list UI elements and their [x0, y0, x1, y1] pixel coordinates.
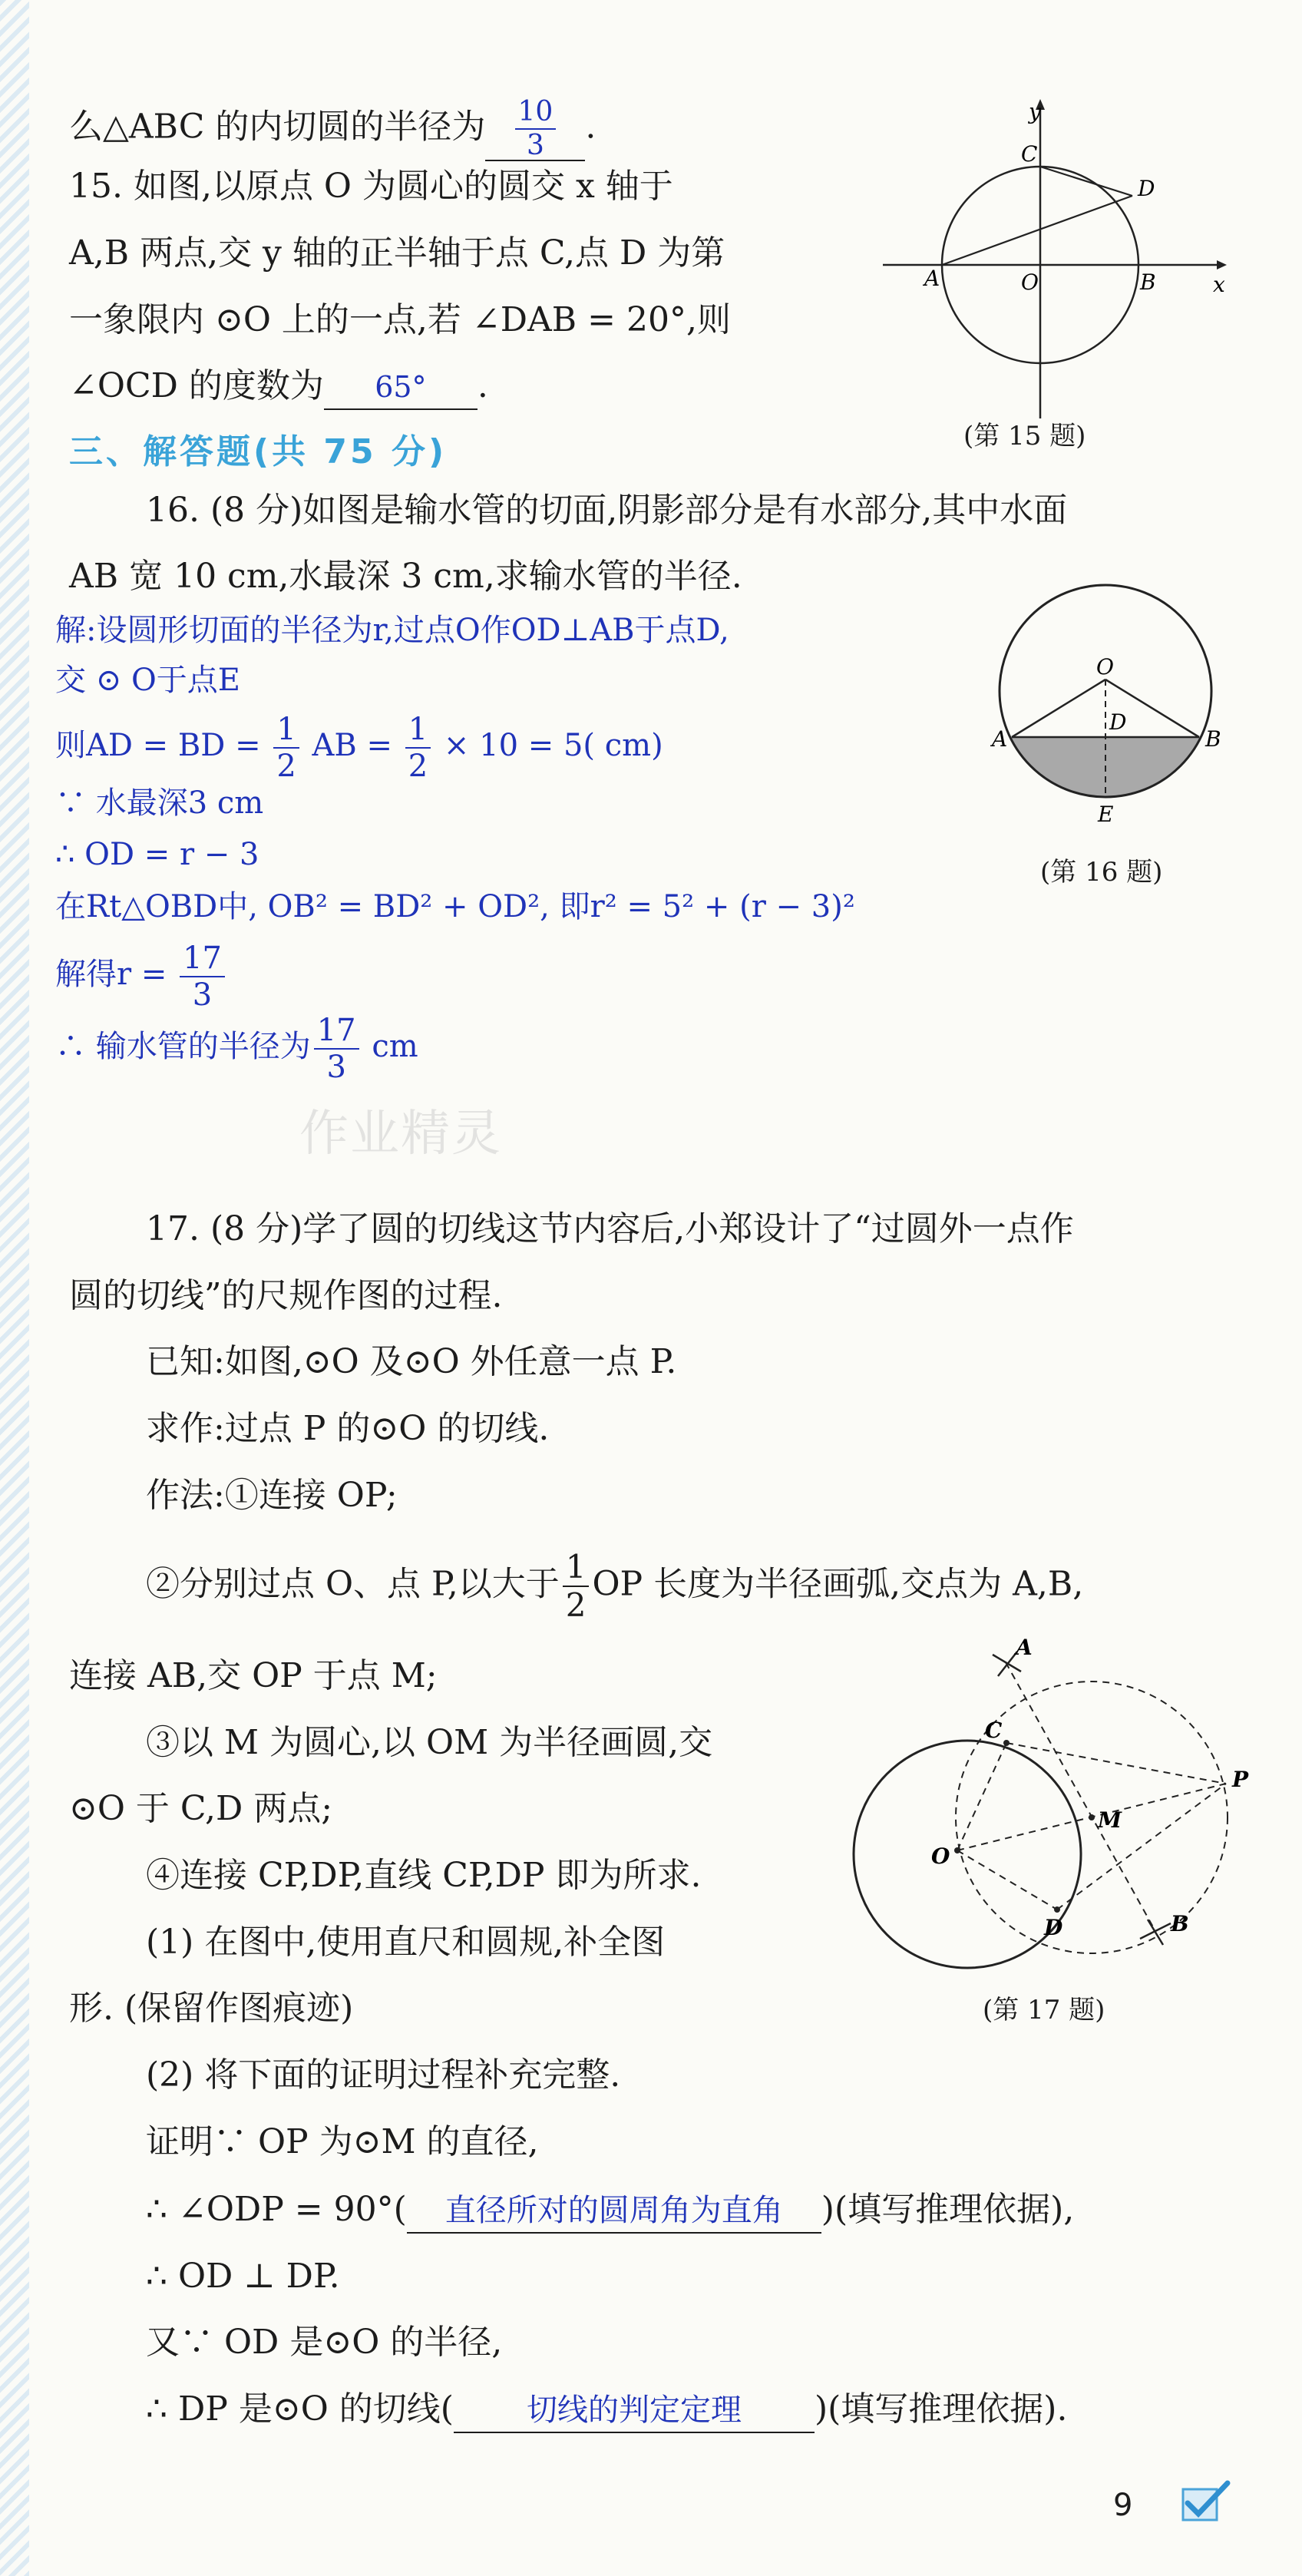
label-c: C	[1021, 141, 1038, 167]
label-y: y	[1029, 99, 1041, 124]
q17-line13: (2) 将下面的证明过程补充完整.	[146, 2055, 621, 2095]
watermark: 作业精灵	[299, 1106, 502, 1162]
segment-oa	[1012, 680, 1105, 737]
q17-caption: (第 17 题)	[983, 1995, 1105, 2025]
q17-answer-2: 切线的判定定理	[454, 2389, 815, 2433]
label-b: B	[1140, 270, 1156, 295]
q17-line16: ∴ OD ⊥ DP.	[146, 2257, 340, 2296]
checkmark-icon	[1178, 2478, 1232, 2525]
section-3-heading: 三、解答题(共 75 分)	[69, 432, 448, 471]
q16-sol-l5: ∴ OD = r − 3	[55, 837, 259, 872]
line-ab	[1006, 1662, 1155, 1931]
arc-mark-b	[1140, 1920, 1171, 1945]
label-d: D	[1044, 1915, 1063, 1940]
q17-line2: 圆的切线”的尺规作图的过程.	[69, 1276, 503, 1315]
label-o: O	[931, 1844, 950, 1869]
q16-sol-l1: 解:设圆形切面的半径为r,过点O作OD⊥AB于点D,	[55, 613, 729, 648]
label-c: C	[985, 1718, 1003, 1743]
q17-line17: 又∵ OD 是⊙O 的半径,	[146, 2323, 503, 2362]
q17-line12: 形. (保留作图痕迹)	[69, 1989, 354, 2028]
x-axis-arrow	[1217, 260, 1227, 270]
q16-figure	[990, 584, 1251, 829]
point-o	[954, 1847, 960, 1853]
label-a: A	[924, 266, 940, 291]
segment-oc	[957, 1743, 1006, 1850]
q17-line18: ∴ DP 是⊙O 的切线( 切线的判定定理 )(填写推理依据).	[146, 2388, 1067, 2433]
segment-od	[957, 1850, 1057, 1910]
label-a: A	[1016, 1635, 1033, 1660]
line-cp	[1006, 1743, 1226, 1784]
label-d: D	[1138, 176, 1155, 201]
q16-sol-l3: 则AD = BD = $\frac{1}{2}$ AB = $\frac{1}{2}$ × 10 = 5( cm)	[55, 712, 663, 784]
q15-line4: ∠OCD 的度数为 65° .	[69, 365, 488, 410]
page-edge-decoration	[0, 0, 29, 2576]
q17-answer-1: 直径所对的圆周角为直角	[407, 2189, 821, 2234]
q15-line2: A,B 两点,交 y 轴的正半轴于点 C,点 D 为第	[69, 233, 725, 273]
label-d: D	[1109, 709, 1127, 735]
q17-line14: 证明∵ OP 为⊙M 的直径,	[146, 2122, 539, 2161]
label-o: O	[1096, 654, 1114, 680]
q14-tail: 么△ABC 的内切圆的半径为 $\frac{10}{3}$ .	[69, 96, 596, 161]
q17-line1: 17. (8 分)学了圆的切线这节内容后,小郑设计了“过圆外一点作	[146, 1209, 1074, 1248]
q16-caption: (第 16 题)	[1040, 857, 1163, 888]
q17-figure	[833, 1624, 1263, 1977]
q17-line8: ③以 M 为圆心,以 OM 为半径画圆,交	[146, 1723, 713, 1762]
q15-answer: 65°	[324, 365, 478, 410]
q15-line1: 15. 如图,以原点 O 为圆心的圆交 x 轴于	[69, 167, 673, 206]
segment-cd	[1040, 167, 1132, 196]
q17-line6: ②分别过点 O、点 P,以大于 $\frac{1}{2}$ OP 长度为半径画弧,交点为 A,B,	[146, 1548, 1084, 1624]
label-m: M	[1098, 1807, 1122, 1833]
label-o: O	[1021, 270, 1039, 295]
q15-caption: (第 15 题)	[963, 421, 1086, 451]
q17-line5: 作法:①连接 OP;	[146, 1476, 398, 1515]
label-b: B	[1205, 726, 1221, 752]
q16-sol-l7: 解得r = $\frac{17}{3}$	[55, 943, 228, 1010]
label-e: E	[1098, 802, 1114, 827]
label-p: P	[1232, 1767, 1249, 1792]
q15-line3: 一象限内 ⊙O 上的一点,若 ∠DAB = 20°,则	[69, 300, 731, 339]
q17-line3: 已知:如图,⊙O 及⊙O 外任意一点 P.	[146, 1342, 677, 1381]
segment-ad	[942, 196, 1132, 265]
q17-line4: 求作:过点 P 的⊙O 的切线.	[146, 1409, 550, 1448]
q15-figure	[875, 96, 1228, 426]
q16-sol-l4: ∵ 水最深3 cm	[55, 785, 264, 821]
q17-line15: ∴ ∠ODP = 90°( 直径所对的圆周角为直角 )(填写推理依据),	[146, 2188, 1074, 2234]
q17-line9: ⊙O 于 C,D 两点;	[69, 1789, 333, 1828]
point-c	[1003, 1740, 1010, 1746]
q16-sol-l8: ∴ 输水管的半径为 $\frac{17}{3}$ cm	[55, 1013, 418, 1085]
line-dp	[1057, 1784, 1226, 1910]
page-number: 9	[1113, 2488, 1133, 2523]
q17-line11: (1) 在图中,使用直尺和圆规,补全图	[146, 1923, 666, 1962]
q16-sol-l6: 在Rt△OBD中, OB² = BD² + OD², 即r² = 5² + (r − 3)²	[55, 889, 855, 924]
label-a: A	[992, 726, 1008, 752]
label-x: x	[1213, 272, 1225, 297]
point-m	[1089, 1814, 1095, 1820]
q16-sol-l2: 交 ⊙ O于点E	[55, 663, 240, 698]
label-b: B	[1171, 1911, 1189, 1936]
q17-line7: 连接 AB,交 OP 于点 M;	[69, 1656, 438, 1695]
q16-line2: AB 宽 10 cm,水最深 3 cm,求输水管的半径.	[69, 557, 742, 596]
q16-line1: 16. (8 分)如图是输水管的切面,阴影部分是有水部分,其中水面	[146, 491, 1068, 530]
q17-line10: ④连接 CP,DP,直线 CP,DP 即为所求.	[146, 1856, 702, 1895]
point-d	[1054, 1906, 1060, 1913]
